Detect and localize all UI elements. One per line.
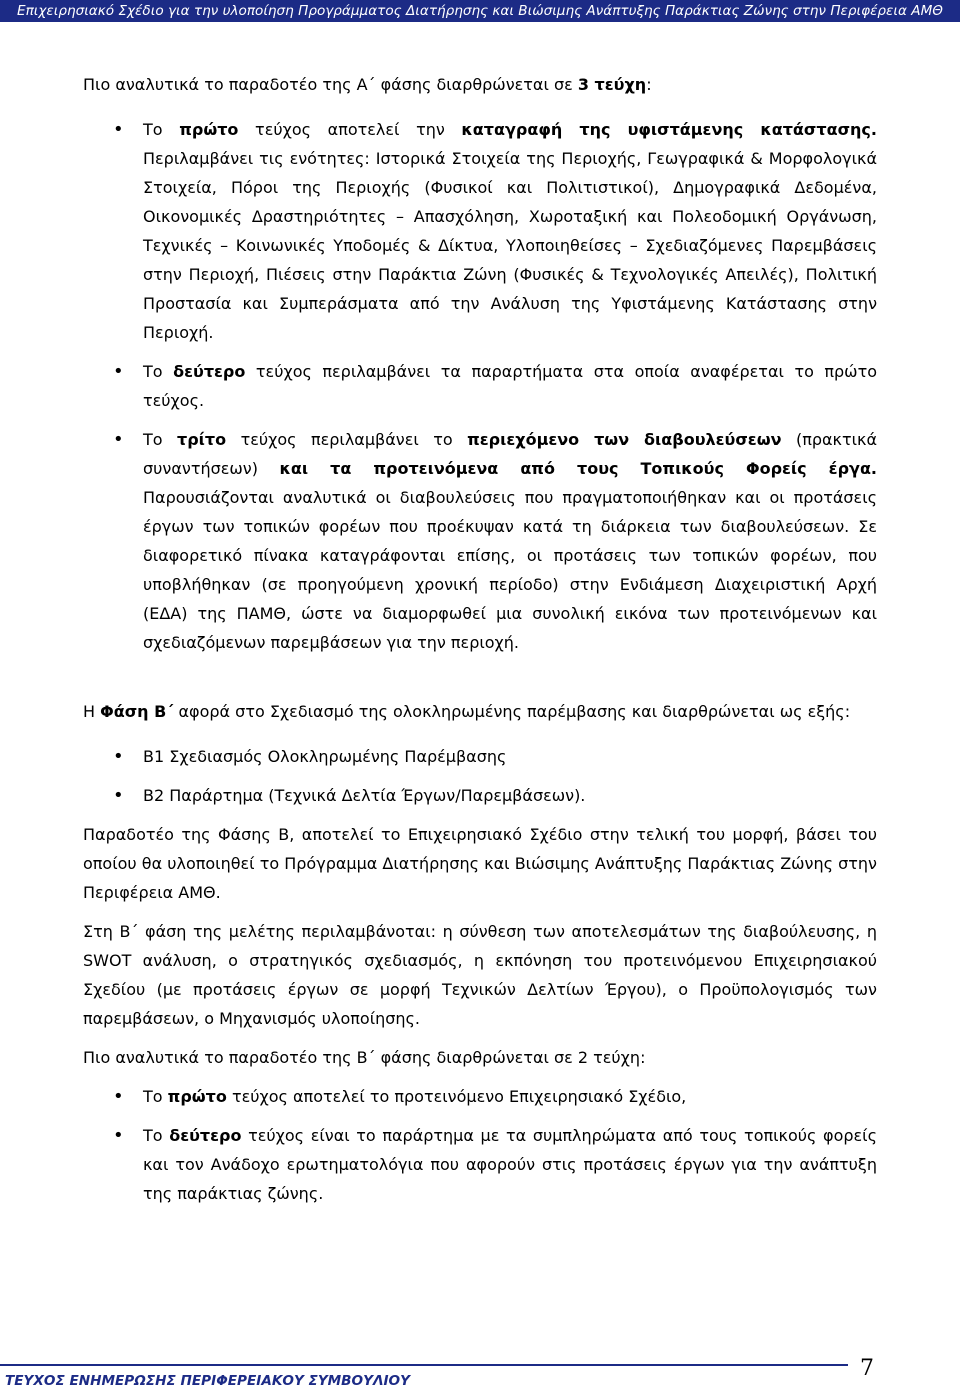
text-run-bold: δεύτερο <box>169 1126 242 1145</box>
text-run: τεύχος περιλαμβάνει το <box>226 430 468 449</box>
list-item <box>83 357 877 415</box>
text-run-bold: πρώτο <box>179 120 239 139</box>
text-run-bold: δεύτερο <box>173 362 246 381</box>
text-run-bold: τρίτο <box>177 430 227 449</box>
text-run-bold: καταγραφή της υφιστάμενης κατάστασης. <box>461 120 877 139</box>
phase-a-deliverables-list <box>83 115 877 657</box>
phase-b-paragraph: Στη Β΄ φάση της μελέτης περιλαμβάνοται: η σύνθεση των αποτελεσμάτων της διαβούλευσης, η SWOT ανάλυση, ο στρατηγικός σχεδιασμός, η εκπόνηση του προτεινόμενου Επιχειρησιακού Σχεδίου (με προτάσεις έργων σε μορφή Τεχνικών Δελτίων Έργου), ο Προϋπολογισμός των παρεμβάσεων, ο Μηχανισμός υλοποίησης. <box>83 922 877 1028</box>
text-run: : <box>646 75 652 94</box>
text-run-bold: και τα προτεινόμενα από τους Τοπικούς Φορείς έργα. <box>279 459 878 478</box>
list-item <box>83 1082 877 1111</box>
text-run: αφορά στο Σχεδιασμό της ολοκληρωμένης παρέμβασης και διαρθρώνεται ως εξής: <box>173 702 851 721</box>
phase-b-intro <box>83 697 877 726</box>
footer-title: ΤΕΥΧΟΣ ΕΝΗΜΕΡΩΣΗΣ ΠΕΡΙΦΕΡΕΙΑΚΟΥ ΣΥΜΒΟΥΛΙΟΥ <box>5 1373 410 1389</box>
text-run: Το <box>143 1126 170 1145</box>
phase-b-structure-list <box>83 742 877 810</box>
phase-b-paragraph: Παραδοτέο της Φάσης Β, αποτελεί το Επιχειρησιακό Σχέδιο στην τελική του μορφή, βάσει του οποίου θα υλοποιηθεί το Πρόγραμμα Διατήρησης και Βιώσιμης Ανάπτυξης Παράκτιας Ζώνης στην Περιφέρεια ΑΜΘ. <box>83 825 877 902</box>
text-run: Το <box>143 430 178 449</box>
document-body <box>83 70 877 1208</box>
text-run: Περιλαμβάνει τις ενότητες: Ιστορικά Στοιχεία της Περιοχής, Γεωγραφικά & Μορφολογικά Στοιχεία, Πόροι της Περιοχής (Φυσικοί και Πολιτιστικοί), Δημογραφικά Δεδομένα, Οικονομικές Δραστηριότητες – Απασχόληση, Χωροταξική και Πολεοδομική Οργάνωση, Τεχνικές – Κοινωνικές Υποδομές & Δίκτυα, Υλοποιηθείσες – Σχεδιαζόμενες Παρεμβάσεις στην Περιοχή, Πιέσεις στην Παράκτια Ζώνη (Φυσικές & Τεχνολογικές Απειλές), Πολιτική Προστασία και Συμπεράσματα από την Ανάλυση της Υφιστάμενης Κατάστασης στην Περιοχή. <box>143 149 877 342</box>
text-run: Το <box>143 362 174 381</box>
page-footer <box>0 1356 960 1391</box>
header-title: Επιχειρησιακό Σχέδιο για την υλοποίηση Προγράμματος Διατήρησης και Βιώσιμης Ανάπτυξης Παράκτιας Ζώνης στην Περιφέρεια ΑΜΘ <box>16 3 944 19</box>
text-run: Παρουσιάζονται αναλυτικά οι διαβουλεύσεις που πραγματοποιήθηκαν και οι προτάσεις έργων των τοπικών φορέων που προέκυψαν κατά τη διάρκεια των διαβουλεύσεων. Σε διαφορετικό πίνακα καταγράφονται επίσης, οι προτάσεις των τοπικών φορέων, που υποβλήθηκαν (σε προηγούμενη χρονική περίοδο) στην Ενδιάμεση Διαχειριστική Αρχή (ΕΔΑ) της ΠΑΜΘ, ώστε να διαμορφωθεί μια συνολική εικόνα των προτεινόμενων και σχεδιαζόμενων παρεμβάσεων για την περιοχή. <box>143 488 877 652</box>
running-header <box>0 0 960 22</box>
phase-a-intro <box>83 70 877 99</box>
list-item <box>83 115 877 347</box>
footer-divider <box>0 1364 848 1366</box>
text-run: τεύχος αποτελεί το προτεινόμενο Επιχειρησιακό Σχέδιο, <box>226 1087 687 1106</box>
text-run-bold: πρώτο <box>167 1087 227 1106</box>
text-run-bold: 3 τεύχη <box>577 75 647 94</box>
list-item: • Β2 Παράρτημα (Τεχνικά Δελτία Έργων/Παρεμβάσεων). <box>83 781 877 810</box>
text-run: τεύχος αποτελεί την <box>238 120 462 139</box>
text-run: Πιο αναλυτικά το παραδοτέο της Α΄ φάσης διαρθρώνεται σε <box>83 75 578 94</box>
list-item <box>83 425 877 657</box>
text-run: Το <box>143 120 180 139</box>
text-run-bold: Φάση Β΄ <box>100 702 174 721</box>
text-run: τεύχος περιλαμβάνει τα παραρτήματα στα οποία αναφέρεται το πρώτο τεύχος. <box>143 362 878 410</box>
phase-b-paragraph: Πιο αναλυτικά το παραδοτέο της Β΄ φάσης διαρθρώνεται σε 2 τεύχη: <box>83 1048 646 1067</box>
text-run-bold: περιεχόμενο των διαβουλεύσεων <box>467 430 782 449</box>
list-item <box>83 1121 877 1208</box>
text-run: (πρακτικά συναντήσεων) <box>143 430 877 478</box>
text-run: Το <box>143 1087 168 1106</box>
page-number: 7 <box>860 1356 874 1381</box>
phase-b-deliverables-list <box>83 1082 877 1208</box>
text-run: τεύχος είναι το παράρτημα με τα συμπληρώματα από τους τοπικούς φορείς και τον Ανάδοχο ερωτηματολόγια που αφορούν στις προτάσεις έργων για την ανάπτυξη της παράκτιας ζώνης. <box>143 1126 877 1203</box>
list-item: • Β1 Σχεδιασμός Ολοκληρωμένης Παρέμβασης <box>83 742 877 771</box>
text-run: Η <box>83 702 101 721</box>
